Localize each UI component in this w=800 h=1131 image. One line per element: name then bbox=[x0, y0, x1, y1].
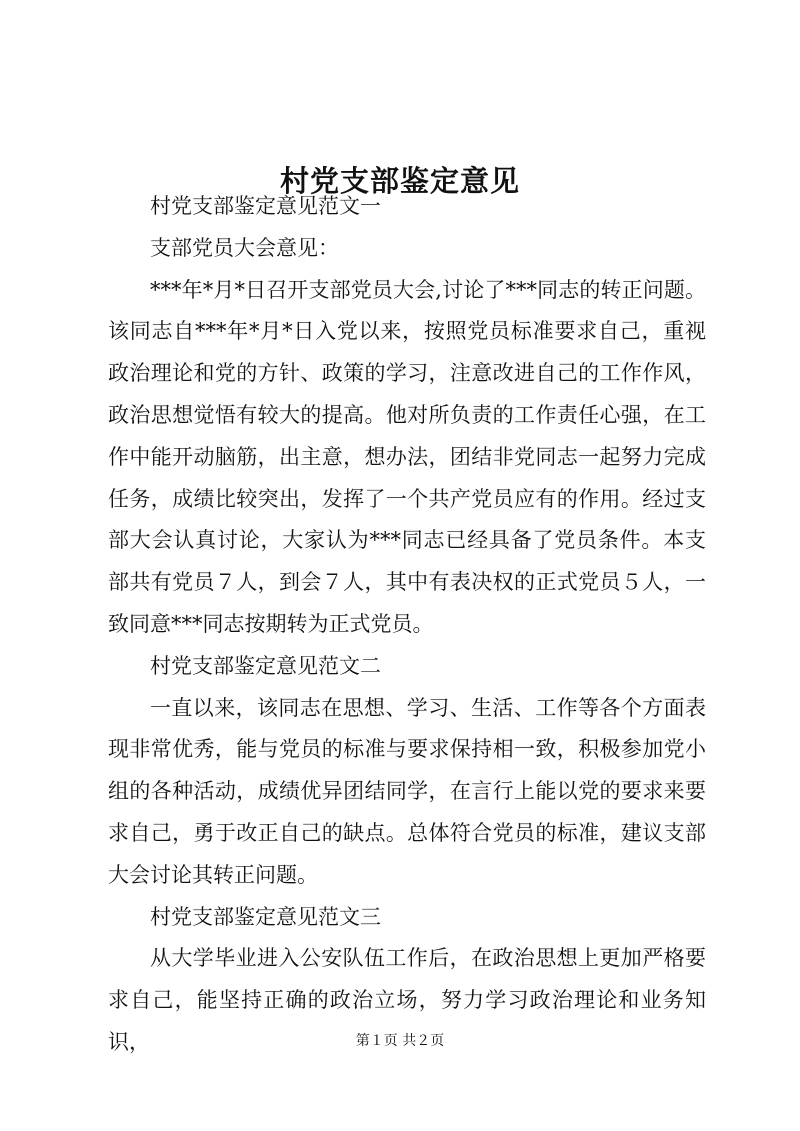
section-subheading-1: 支部党员大会意见： bbox=[150, 235, 339, 260]
paragraph-1: ***年*月*日召开支部党员大会,讨论了***同志的转正问题。该同志自***年*月*日入党以来，按照党员标准要求自己，重视政治理论和党的方针、政策的学习，注意改进自己的工作作风，政治思想觉悟有较大的提高。他对所负责的工作责任心强，在工作中能开动脑筋，出主意，想办法，团结非党同志一起努力完成任务，成绩比较突出，发挥了一个共产党员应有的作用。经过支部大会认真讨论，大家认为***同志已经具备了党员条件。本支部共有党员７人，到会７人，其中有表决权的正式党员５人，一致同意***同志按期转为正式党员。 bbox=[108, 277, 706, 636]
document-body bbox=[108, 186, 706, 1064]
page-number-footer: 第１页 共２页 bbox=[355, 1033, 445, 1049]
section-heading-2: 村党支部鉴定意见范文二 bbox=[150, 653, 381, 678]
section-heading-3: 村党支部鉴定意见范文三 bbox=[150, 904, 381, 929]
paragraph-3: 从大学毕业进入公安队伍工作后，在政治思想上更加严格要求自己，能坚持正确的政治立场，努力学习政治理论和业务知识， bbox=[108, 946, 706, 1054]
document-title: 村党支部鉴定意见 bbox=[279, 164, 520, 199]
section-heading-1: 村党支部鉴定意见范文一 bbox=[150, 194, 381, 218]
paragraph-2: 一直以来，该同志在思想、学习、生活、工作等各个方面表现非常优秀，能与党员的标准与要求保持相一致，积极参加党小组的各种活动，成绩优异团结同学，在言行上能以党的要求来要求自己，勇于改正自己的缺点。总体符合党员的标准，建议支部大会讨论其转正问题。 bbox=[108, 695, 706, 887]
